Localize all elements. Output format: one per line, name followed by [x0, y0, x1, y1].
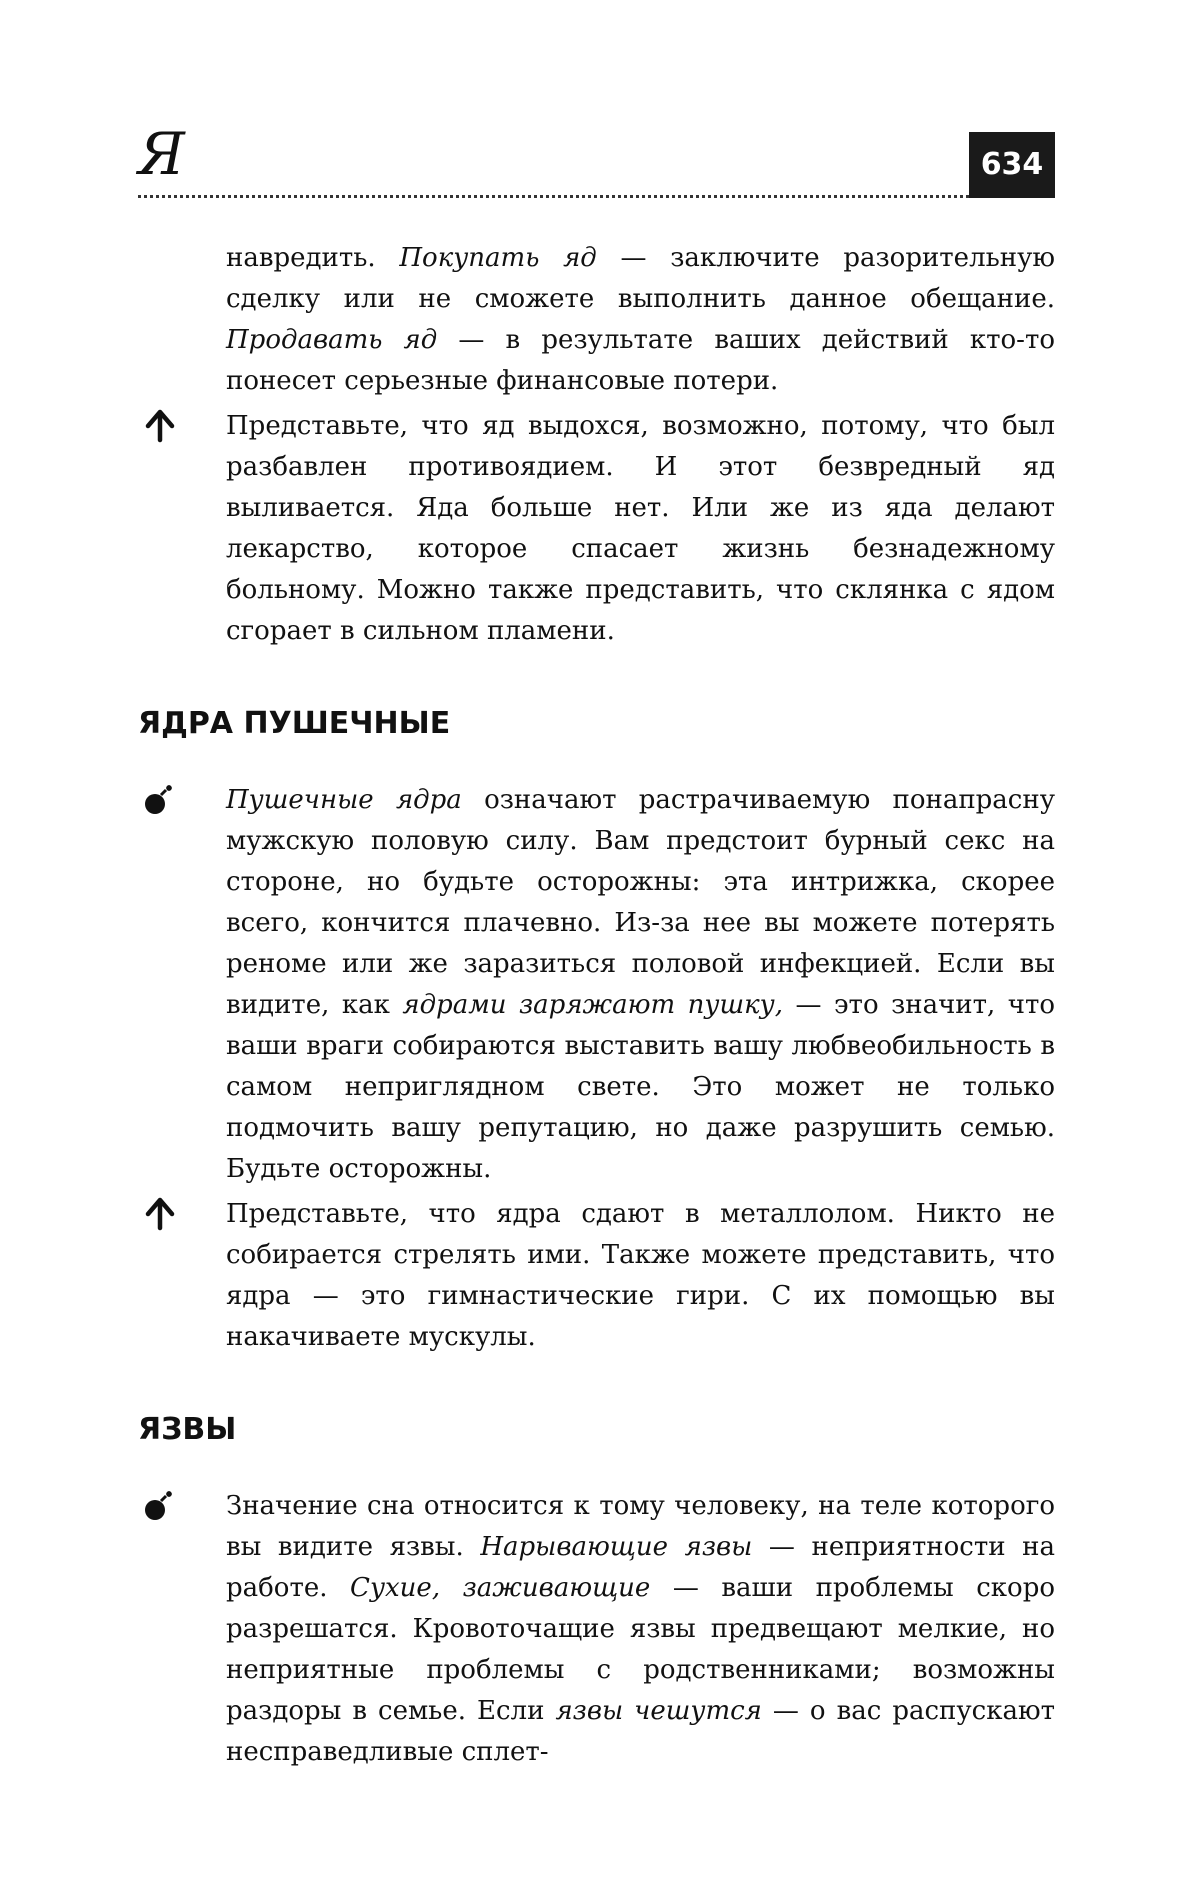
heading-cannonballs: ЯДРА ПУШЕЧНЫЕ — [138, 706, 451, 741]
cannonballs-meaning — [138, 780, 1055, 1190]
up-arrow-icon — [142, 1196, 178, 1232]
cannonballs-remedy-text: Представьте, что ядра сдают в металлолом. Никто не собирается стрелять ими. Также можете представить, что ядра — это гимнастические гири. С их помощью вы накачиваете мускулы. — [226, 1199, 1055, 1352]
ulcers-meaning-text: Значение сна относится к тому человеку, на теле которого вы видите язвы. Нарывающие язвы — неприятности на работе. Сухие, заживающие — ваши проблемы скоро разрешатся. Кровоточащие язвы предвещают мелкие, но неприятные проблемы с родственниками; возможны раздоры в семье. Если язвы чешутся — о вас распускают несправедливые сплет- — [226, 1491, 1056, 1767]
page-header — [138, 120, 1055, 202]
emphasis: ядрами заряжают пушку, — [402, 990, 783, 1020]
emphasis: Покупать яд — [399, 243, 597, 273]
emphasis: язвы чешутся — [555, 1696, 762, 1726]
ulcers-meaning — [138, 1486, 1055, 1773]
emphasis: Нарывающие язвы — [480, 1532, 753, 1562]
page-content — [138, 238, 1055, 1773]
section-letter: Я — [138, 120, 185, 188]
intro-remedy-text: Представьте, что яд выдохся, возможно, потому, что был разбавлен противоядием. И этот безвредный яд выливается. Яда больше нет. Или же из яда делают лекарство, которое спасает жизнь безнадежному больному. Можно также представить, что склянка с ядом сгорает в сильном пламени. — [226, 411, 1055, 646]
heading-ulcers: ЯЗВЫ — [138, 1412, 237, 1447]
emphasis: Пушечные ядра — [226, 785, 462, 815]
bomb-icon — [142, 1488, 178, 1524]
bomb-icon — [142, 782, 178, 818]
cannonballs-meaning-text: Пушечные ядра означают растрачиваемую понапрасну мужскую половую силу. Вам предстоит бурный секс на стороне, но будьте осторожны: эта интрижка, скорее всего, кончится плачевно. Из-за нее вы можете потерять реноме или же заразиться половой инфекцией. Если вы видите, как ядрами заряжают пушку, — это значит, что ваши враги собираются выставить вашу любвеобильность в самом неприглядном свете. Это может не только подмочить вашу репутацию, но даже разрушить семью. Будьте осторожны. — [226, 785, 1056, 1184]
emphasis: Сухие, заживающие — [350, 1573, 651, 1603]
intro-continuation — [138, 238, 1055, 402]
dotted-rule — [138, 195, 969, 198]
up-arrow-icon — [142, 408, 178, 444]
intro-remedy — [138, 406, 1055, 652]
emphasis: Продавать яд — [226, 325, 438, 355]
intro-continuation-text: навредить. Покупать яд — заключите разорительную сделку или не сможете выполнить данное обещание. Продавать яд — в результате ваших действий кто-то понесет серьезные финансовые потери. — [226, 243, 1056, 396]
cannonballs-remedy — [138, 1194, 1055, 1358]
page-number: 634 — [969, 132, 1055, 198]
